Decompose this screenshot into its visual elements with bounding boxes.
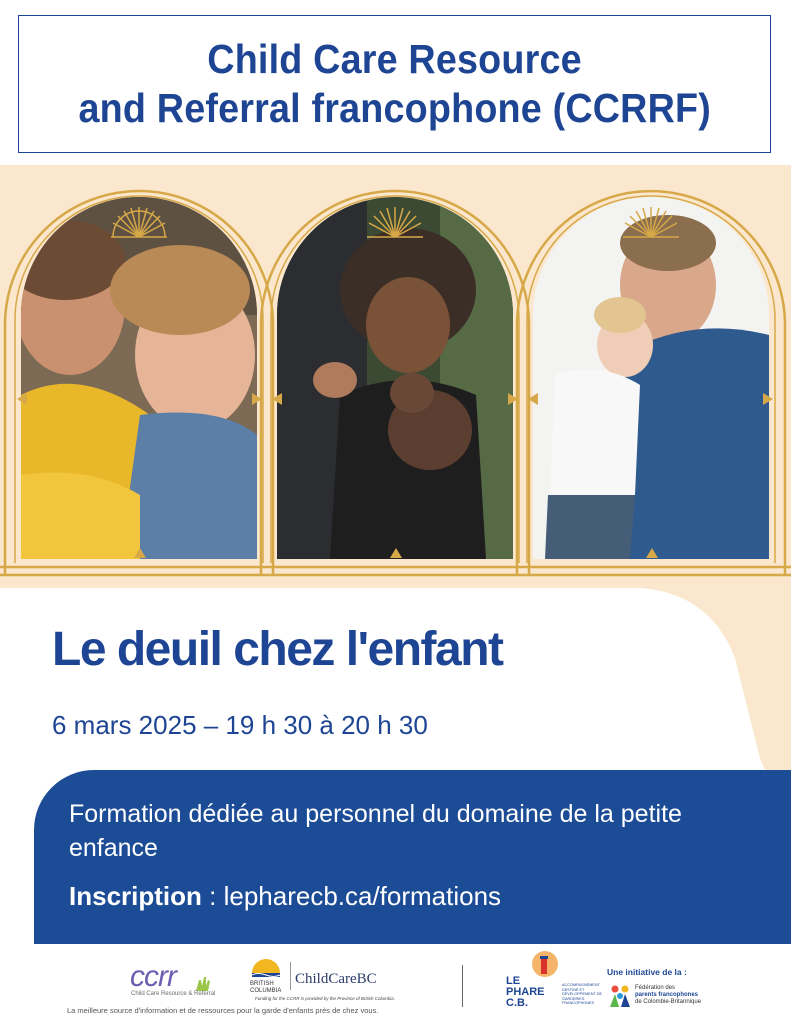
funding-note: Funding for the CCRR is provided by the Province of British Columbia. <box>255 996 396 1001</box>
federation-name <box>635 985 715 1006</box>
lephare-name-2: PHARE <box>506 986 545 998</box>
federation-line-2: parents francophones <box>635 992 699 998</box>
training-description: Formation dédiée au personnel du domaine de la petite enfance <box>69 800 682 862</box>
lephare-subtitle: ACCOMPAGNEMENT DESTINÉ ET DÉVELOPPEMENT DE GARDERIES FRANCOPHONES <box>562 983 603 1006</box>
child-with-teddy-bear-photo <box>277 195 513 559</box>
registration-separator: : <box>201 881 224 911</box>
lephare-name-3: C.B. <box>506 997 528 1009</box>
mother-hugging-child-photo <box>5 195 257 559</box>
header-title-line-2: and Referral francophone (CCRRF) <box>78 85 711 131</box>
bc-divider <box>290 962 291 990</box>
registration-link[interactable]: lepharecb.ca/formations <box>223 881 502 911</box>
footer-tagline: La meilleure source d'information et de ressources pour la garde d'enfants près de chez vous. <box>67 1006 379 1015</box>
federation-line-1: Fédération des <box>635 985 676 991</box>
lephare-name <box>506 976 545 1009</box>
event-date: 6 mars 2025 – 19 h 30 à 20 h 30 <box>52 710 428 740</box>
bc-text: BRITISH COLUMBIA <box>250 981 282 994</box>
father-holding-toddler-photo <box>533 195 769 559</box>
ccrr-subtitle: Child Care Resource & Referral <box>131 991 216 997</box>
event-title: Le deuil chez l'enfant <box>52 623 503 676</box>
federation-people-icon <box>607 983 633 1009</box>
childcarebc-logo: ChildCareBC <box>295 971 377 987</box>
registration-line <box>69 881 501 912</box>
header-title-line-1: Child Care Resource <box>207 36 582 82</box>
registration-label: Inscription <box>69 881 202 911</box>
initiative-label: Une initiative de la : <box>607 967 687 977</box>
photo-band <box>0 165 791 597</box>
bc-sun-logo-icon <box>250 957 282 979</box>
federation-line-3: de Colombie-Britannique <box>635 999 702 1005</box>
header-title-box <box>18 15 771 153</box>
ccrr-logo: ccrr <box>130 960 176 993</box>
lephare-name-1: LE <box>506 975 521 987</box>
arch-frames <box>0 165 791 597</box>
footer-divider <box>462 965 463 1007</box>
